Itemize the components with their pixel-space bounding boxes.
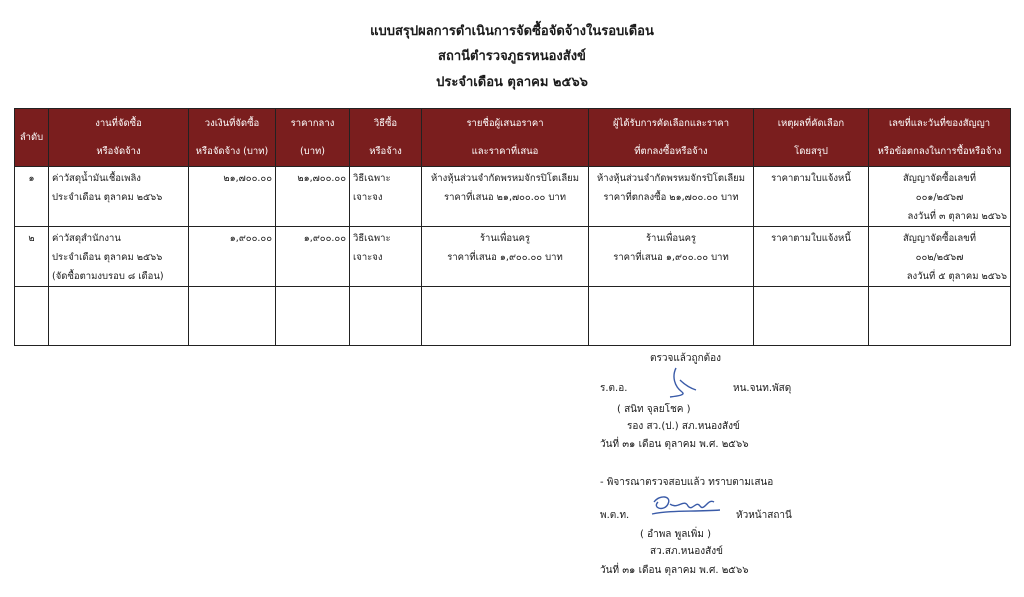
col-header-budget: วงเงินที่จัดซื้อ หรือจัดจ้าง (บาท) [189, 109, 276, 167]
col-header-contract: เลขที่และวันที่ของสัญญา หรือข้อตกลงในการซื้อหรือจ้าง [869, 109, 1011, 167]
signer1-rank: ร.ต.อ. [600, 383, 628, 394]
report-month: ประจำเดือน ตุลาคม ๒๕๖๖ [436, 75, 588, 90]
cell-selected: ร้านเพื่อนครู ราคาที่เสนอ ๑,๙๐๐.๐๐ บาท [589, 227, 754, 287]
cell-budget: ๑,๙๐๐.๐๐ [189, 227, 276, 287]
cell-reason: ราคาตามใบแจ้งหนี้ [754, 167, 869, 227]
cell-reason: ราคาตามใบแจ้งหนี้ [754, 227, 869, 287]
cell-no: ๒ [15, 227, 49, 287]
table-row-empty [15, 287, 1011, 346]
cell-work: ค่าวัสดุน้ำมันเชื้อเพลิง ประจำเดือน ตุลาคม ๒๕๖๖ [49, 167, 189, 227]
cell-selected: ห้างหุ้นส่วนจำกัดพรหมจักรปิโตเลียม ราคาที่ตกลงซื้อ ๒๑,๗๐๐.๐๐ บาท [589, 167, 754, 227]
signature-2-icon [648, 490, 724, 520]
col-header-no: ลำดับ [15, 109, 49, 167]
signer2-title: สว.สภ.หนองสังข์ [650, 546, 723, 557]
signer2-date: วันที่ ๓๑ เดือน ตุลาคม พ.ศ. ๒๕๖๖ [600, 565, 749, 576]
cell-median: ๑,๙๐๐.๐๐ [276, 227, 350, 287]
col-header-method: วิธีซื้อ หรือจ้าง [350, 109, 422, 167]
signer1-title: รอง สว.(ป.) สภ.หนองสังข์ [627, 421, 740, 432]
cell-contract: สัญญาจัดซื้อเลขที่ ๐๐๒/๒๕๖๗ ลงวันที่ ๕ ตุลาคม ๒๕๖๖ [869, 227, 1011, 287]
cell-budget: ๒๑,๗๐๐.๐๐ [189, 167, 276, 227]
cell-bidders: ห้างหุ้นส่วนจำกัดพรหมจักรปิโตเลียม ราคาที่เสนอ ๒๑,๗๐๐.๐๐ บาท [422, 167, 589, 227]
signature-1-icon [662, 366, 698, 402]
cell-bidders: ร้านเพื่อนครู ราคาที่เสนอ ๑,๙๐๐.๐๐ บาท [422, 227, 589, 287]
signer2-name: ( อำพล พูลเพิ่ม ) [640, 529, 712, 540]
col-header-bidders: รายชื่อผู้เสนอราคา และราคาที่เสนอ [422, 109, 589, 167]
signer1-name: ( สนิท จุลยโชค ) [617, 404, 691, 415]
table-header-row [15, 109, 1011, 167]
table-row [15, 167, 1011, 227]
col-header-work: งานที่จัดซื้อ หรือจัดจ้าง [49, 109, 189, 167]
checked-label: ตรวจแล้วถูกต้อง [650, 353, 722, 364]
station-name: สถานีตำรวจภูธรหนองสังข์ [438, 49, 586, 64]
doc-title: แบบสรุปผลการดำเนินการจัดซื้อจัดจ้างในรอบเดือน [370, 24, 654, 39]
signer1-position: หน.จนท.พัสดุ [733, 383, 792, 394]
procurement-table [14, 108, 1011, 346]
cell-contract: สัญญาจัดซื้อเลขที่ ๐๐๑/๒๕๖๗ ลงวันที่ ๓ ตุลาคม ๒๕๖๖ [869, 167, 1011, 227]
signer2-rank: พ.ต.ท. [600, 510, 630, 521]
cell-no: ๑ [15, 167, 49, 227]
col-header-reason: เหตุผลที่คัดเลือก โดยสรุป [754, 109, 869, 167]
cell-work: ค่าวัสดุสำนักงาน ประจำเดือน ตุลาคม ๒๕๖๖ (จัดซื้อตามงบรอบ ๘ เดือน) [49, 227, 189, 287]
approval-note: - พิจารณาตรวจสอบแล้ว ทราบตามเสนอ [600, 477, 774, 488]
cell-median: ๒๑,๗๐๐.๐๐ [276, 167, 350, 227]
col-header-median: ราคากลาง (บาท) [276, 109, 350, 167]
signer1-date: วันที่ ๓๑ เดือน ตุลาคม พ.ศ. ๒๕๖๖ [600, 439, 749, 450]
cell-method: วิธีเฉพาะเจาะจง [350, 167, 422, 227]
cell-method: วิธีเฉพาะเจาะจง [350, 227, 422, 287]
signer2-position: หัวหน้าสถานี [736, 510, 792, 521]
col-header-selected: ผู้ได้รับการคัดเลือกและราคา ที่ตกลงซื้อหรือจ้าง [589, 109, 754, 167]
table-row [15, 227, 1011, 287]
